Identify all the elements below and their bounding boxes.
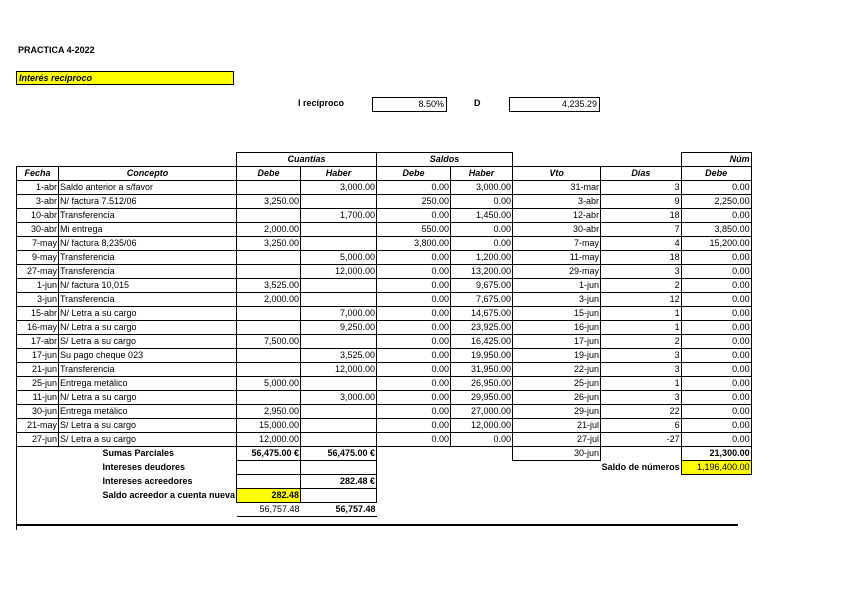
saldo-debe-cell: 0.00	[377, 251, 451, 265]
vto-cell: 19-jun	[513, 349, 601, 363]
cuantia-haber-cell	[301, 419, 377, 433]
saldo-debe-cell: 3,800.00	[377, 237, 451, 251]
vto-cell: 27-jul	[513, 433, 601, 447]
sumas-label: Sumas Parciales	[102, 448, 175, 459]
num-debe-cell: 3,850.00	[681, 223, 751, 237]
concepto-cell: S/ Letra a su cargo	[59, 335, 237, 349]
sumas-vto: 30-jun	[513, 447, 601, 461]
saldo-debe-cell: 0.00	[377, 377, 451, 391]
saldo-haber-cell: 26,950.00	[451, 377, 513, 391]
concepto-cell: N/ factura 8,235/06	[59, 237, 237, 251]
dias-cell: 3	[601, 181, 682, 195]
num-debe-cell: 0.00	[681, 181, 751, 195]
ledger-row	[17, 195, 752, 209]
cuantia-debe-cell: 5,000.00	[237, 377, 301, 391]
int-acreedores-haber: 282.48 €	[301, 475, 377, 489]
cuantia-debe-cell: 2,000.00	[237, 223, 301, 237]
ledger-row	[17, 307, 752, 321]
ledger-row	[17, 405, 752, 419]
cuantia-haber-cell: 12,000.00	[301, 265, 377, 279]
vto-cell: 3-abr	[513, 195, 601, 209]
vto-cell: 1-jun	[513, 279, 601, 293]
ledger-row	[17, 433, 752, 447]
cuantia-debe-cell	[237, 391, 301, 405]
fecha-cell: 11-jun	[17, 391, 59, 405]
dias-cell: 6	[601, 419, 682, 433]
int-deudores-label: Intereses deudores	[102, 462, 186, 472]
vto-cell: 31-mar	[513, 181, 601, 195]
saldo-debe-cell: 0.00	[377, 419, 451, 433]
saldo-debe-cell: 0.00	[377, 335, 451, 349]
concepto-cell: S/ Letra a su cargo	[59, 419, 237, 433]
sumas-debe: 56,475.00 €	[237, 447, 301, 461]
fecha-cell: 15-abr	[17, 307, 59, 321]
i-label: I recíproco	[298, 98, 345, 108]
saldos-debe-header: Debe	[377, 167, 451, 181]
saldo-debe-cell: 0.00	[377, 293, 451, 307]
concepto-cell: N/ factura 7.512/06	[59, 195, 237, 209]
vto-cell: 22-jun	[513, 363, 601, 377]
ledger-row	[17, 209, 752, 223]
dias-cell: 3	[601, 391, 682, 405]
cuantia-debe-cell	[237, 251, 301, 265]
cuantia-haber-cell: 12,000.00	[301, 363, 377, 377]
fecha-cell: 17-jun	[17, 349, 59, 363]
saldo-debe-cell: 0.00	[377, 265, 451, 279]
ledger-row	[17, 237, 752, 251]
ledger-row	[17, 419, 752, 433]
cuantia-debe-cell: 3,525.00	[237, 279, 301, 293]
num-debe-cell: 0.00	[681, 251, 751, 265]
concepto-cell: Su pago cheque 023	[59, 349, 237, 363]
saldo-haber-cell: 9,675.00	[451, 279, 513, 293]
cuantia-debe-cell: 12,000.00	[237, 433, 301, 447]
int-acreedores-row	[17, 475, 752, 489]
saldo-debe-cell: 0.00	[377, 433, 451, 447]
vto-cell: 17-jun	[513, 335, 601, 349]
cuantia-haber-cell: 5,000.00	[301, 251, 377, 265]
saldo-haber-cell: 14,675.00	[451, 307, 513, 321]
saldo-debe-cell: 550.00	[377, 223, 451, 237]
vto-cell: 3-jun	[513, 293, 601, 307]
cuantia-haber-cell	[301, 377, 377, 391]
saldo-numeros-label: Saldo de números	[601, 462, 680, 472]
dias-cell: 2	[601, 335, 682, 349]
totals-row	[17, 503, 752, 517]
cuantias-header: Cuantías	[237, 153, 377, 167]
saldo-haber-cell: 3,000.00	[451, 181, 513, 195]
num-debe-header: Debe	[681, 167, 751, 181]
saldo-acreedor-debe: 282.48	[237, 489, 301, 503]
concepto-cell: Entrega metálico	[59, 405, 237, 419]
concepto-cell: S/ Letra a su cargo	[59, 433, 237, 447]
ledger-row	[17, 265, 752, 279]
dias-cell: 3	[601, 349, 682, 363]
column-header-row	[17, 167, 752, 181]
totals-debe: 56,757.48	[237, 503, 301, 517]
num-debe-cell: 0.00	[681, 391, 751, 405]
dias-cell: 9	[601, 195, 682, 209]
sumas-num: 21,300.00	[681, 447, 751, 461]
ledger-row	[17, 377, 752, 391]
saldo-haber-cell: 23,925.00	[451, 321, 513, 335]
ledger-row	[17, 293, 752, 307]
dias-cell: 12	[601, 293, 682, 307]
fecha-cell: 1-jun	[17, 279, 59, 293]
dias-cell: 4	[601, 237, 682, 251]
num-debe-cell: 0.00	[681, 307, 751, 321]
cuantia-debe-cell	[237, 265, 301, 279]
cuantia-haber-cell: 1,700.00	[301, 209, 377, 223]
num-debe-cell: 0.00	[681, 321, 751, 335]
vto-cell: 7-may	[513, 237, 601, 251]
saldo-haber-cell: 29,950.00	[451, 391, 513, 405]
fecha-cell: 16-may	[17, 321, 59, 335]
saldo-debe-cell: 0.00	[377, 349, 451, 363]
num-debe-cell: 0.00	[681, 363, 751, 377]
cuantia-haber-cell	[301, 195, 377, 209]
num-debe-cell: 0.00	[681, 279, 751, 293]
ledger-row	[17, 335, 752, 349]
fecha-cell: 9-may	[17, 251, 59, 265]
concepto-cell: N/ Letra a su cargo	[59, 307, 237, 321]
concepto-cell: Transferencia	[59, 293, 237, 307]
saldo-haber-cell: 0.00	[451, 195, 513, 209]
num-header: Núm	[681, 153, 751, 167]
fecha-cell: 17-abr	[17, 335, 59, 349]
vto-cell: 15-jun	[513, 307, 601, 321]
saldo-debe-cell: 0.00	[377, 321, 451, 335]
concepto-cell: Transferencia	[59, 251, 237, 265]
num-debe-cell: 0.00	[681, 209, 751, 223]
saldo-debe-cell: 0.00	[377, 181, 451, 195]
fecha-cell: 7-may	[17, 237, 59, 251]
group-header-row	[17, 153, 752, 167]
cuantia-haber-cell	[301, 405, 377, 419]
cuantia-haber-cell	[301, 279, 377, 293]
saldos-header: Saldos	[377, 153, 513, 167]
saldo-haber-cell: 1,200.00	[451, 251, 513, 265]
cuantia-haber-cell	[301, 237, 377, 251]
concepto-cell: Mi entrega	[59, 223, 237, 237]
saldo-haber-cell: 0.00	[451, 223, 513, 237]
dias-cell: 3	[601, 265, 682, 279]
cuantia-debe-cell: 3,250.00	[237, 237, 301, 251]
concepto-header: Concepto	[59, 167, 237, 181]
saldo-debe-cell: 0.00	[377, 209, 451, 223]
cuantias-haber-header: Haber	[301, 167, 377, 181]
fecha-cell: 21-may	[17, 419, 59, 433]
cuantia-debe-cell	[237, 307, 301, 321]
dias-cell: 1	[601, 307, 682, 321]
i-value: 8.50%	[372, 97, 447, 112]
cuantia-debe-cell: 15,000.00	[237, 419, 301, 433]
saldos-haber-header: Haber	[451, 167, 513, 181]
fecha-cell: 3-abr	[17, 195, 59, 209]
cuantia-debe-cell	[237, 209, 301, 223]
fecha-cell: 10-abr	[17, 209, 59, 223]
num-debe-cell: 0.00	[681, 265, 751, 279]
saldo-debe-cell: 0.00	[377, 307, 451, 321]
vto-cell: 29-may	[513, 265, 601, 279]
ledger-row	[17, 181, 752, 195]
saldo-debe-cell: 0.00	[377, 391, 451, 405]
vto-cell: 25-jun	[513, 377, 601, 391]
d-label: D	[474, 98, 481, 108]
concepto-cell: Entrega metálico	[59, 377, 237, 391]
ledger-row	[17, 279, 752, 293]
fecha-cell: 1-abr	[17, 181, 59, 195]
vto-cell: 21-jul	[513, 419, 601, 433]
saldo-haber-cell: 19,950.00	[451, 349, 513, 363]
cuantia-haber-cell	[301, 293, 377, 307]
dias-cell: 22	[601, 405, 682, 419]
vto-cell: 26-jun	[513, 391, 601, 405]
saldo-debe-cell: 250.00	[377, 195, 451, 209]
vto-cell: 11-may	[513, 251, 601, 265]
saldo-haber-cell: 16,425.00	[451, 335, 513, 349]
fecha-cell: 27-jun	[17, 433, 59, 447]
cuantia-haber-cell	[301, 223, 377, 237]
dias-header: Días	[601, 167, 682, 181]
int-deudores-row	[17, 461, 752, 475]
vto-cell: 30-abr	[513, 223, 601, 237]
dias-cell: -27	[601, 433, 682, 447]
num-debe-cell: 0.00	[681, 433, 751, 447]
vto-cell: 29-jun	[513, 405, 601, 419]
dias-cell: 1	[601, 377, 682, 391]
dias-cell: 18	[601, 209, 682, 223]
saldo-haber-cell: 0.00	[451, 237, 513, 251]
dias-cell: 3	[601, 363, 682, 377]
cuantia-debe-cell: 2,950.00	[237, 405, 301, 419]
sumas-row	[17, 447, 752, 461]
ledger-row	[17, 391, 752, 405]
saldo-haber-cell: 31,950.00	[451, 363, 513, 377]
saldo-debe-cell: 0.00	[377, 405, 451, 419]
int-acreedores-label: Intereses acreedores	[102, 476, 193, 486]
ledger-row	[17, 251, 752, 265]
cuantia-haber-cell: 3,000.00	[301, 391, 377, 405]
ledger-row	[17, 363, 752, 377]
dias-cell: 7	[601, 223, 682, 237]
dias-cell: 1	[601, 321, 682, 335]
cuantia-haber-cell: 9,250.00	[301, 321, 377, 335]
saldo-debe-cell: 0.00	[377, 279, 451, 293]
fecha-cell: 27-may	[17, 265, 59, 279]
saldo-haber-cell: 27,000.00	[451, 405, 513, 419]
d-value: 4,235.29	[509, 97, 600, 112]
cuantia-debe-cell: 7,500.00	[237, 335, 301, 349]
ledger-row	[17, 321, 752, 335]
num-debe-cell: 0.00	[681, 335, 751, 349]
fecha-cell: 30-abr	[17, 223, 59, 237]
cuantia-haber-cell	[301, 433, 377, 447]
cuantia-debe-cell	[237, 181, 301, 195]
num-debe-cell: 0.00	[681, 349, 751, 363]
fecha-header: Fecha	[17, 167, 59, 181]
ledger-row	[17, 223, 752, 237]
saldo-acreedor-row	[17, 489, 752, 503]
concepto-cell: N/ Letra a su cargo	[59, 321, 237, 335]
cuantia-debe-cell	[237, 349, 301, 363]
vto-header: Vto	[513, 167, 601, 181]
page-title: PRACTICA 4-2022	[18, 45, 95, 55]
cuantia-haber-cell: 3,525.00	[301, 349, 377, 363]
saldo-numeros-value: 1,196,400.00	[681, 461, 751, 475]
cuantia-debe-cell	[237, 363, 301, 377]
cuantia-haber-cell: 3,000.00	[301, 181, 377, 195]
saldo-haber-cell: 12,000.00	[451, 419, 513, 433]
concepto-cell: Transferencia	[59, 209, 237, 223]
fecha-cell: 30-jun	[17, 405, 59, 419]
section-label: Interés recíproco	[16, 71, 234, 85]
concepto-cell: N/ Letra a su cargo	[59, 391, 237, 405]
fecha-cell: 21-jun	[17, 363, 59, 377]
saldo-haber-cell: 13,200.00	[451, 265, 513, 279]
fecha-cell: 3-jun	[17, 293, 59, 307]
num-debe-cell: 0.00	[681, 419, 751, 433]
fecha-cell: 25-jun	[17, 377, 59, 391]
concepto-cell: Transferencia	[59, 363, 237, 377]
vto-cell: 16-jun	[513, 321, 601, 335]
saldo-debe-cell: 0.00	[377, 363, 451, 377]
cuantia-debe-cell	[237, 321, 301, 335]
num-debe-cell: 0.00	[681, 293, 751, 307]
cuantias-debe-header: Debe	[237, 167, 301, 181]
bottom-rule	[16, 524, 738, 526]
num-debe-cell: 2,250.00	[681, 195, 751, 209]
concepto-cell: N/ factura 10,015	[59, 279, 237, 293]
dias-cell: 2	[601, 279, 682, 293]
cuantia-haber-cell: 7,000.00	[301, 307, 377, 321]
sumas-haber: 56,475.00 €	[301, 447, 377, 461]
cuantia-debe-cell: 2,000.00	[237, 293, 301, 307]
dias-cell: 18	[601, 251, 682, 265]
cuantia-haber-cell	[301, 335, 377, 349]
cuantia-debe-cell: 3,250.00	[237, 195, 301, 209]
saldo-acreedor-label: Saldo acreedor a cuenta nueva	[102, 490, 236, 500]
concepto-cell: Transferencia	[59, 265, 237, 279]
ledger-row	[17, 349, 752, 363]
vto-cell: 12-abr	[513, 209, 601, 223]
saldo-haber-cell: 0.00	[451, 433, 513, 447]
saldo-haber-cell: 1,450.00	[451, 209, 513, 223]
saldo-haber-cell: 7,675.00	[451, 293, 513, 307]
concepto-cell: Saldo anterior a s/favor	[59, 181, 237, 195]
totals-haber: 56,757.48	[301, 503, 377, 517]
ledger-table	[16, 152, 752, 530]
num-debe-cell: 15,200.00	[681, 237, 751, 251]
num-debe-cell: 0.00	[681, 377, 751, 391]
num-debe-cell: 0.00	[681, 405, 751, 419]
